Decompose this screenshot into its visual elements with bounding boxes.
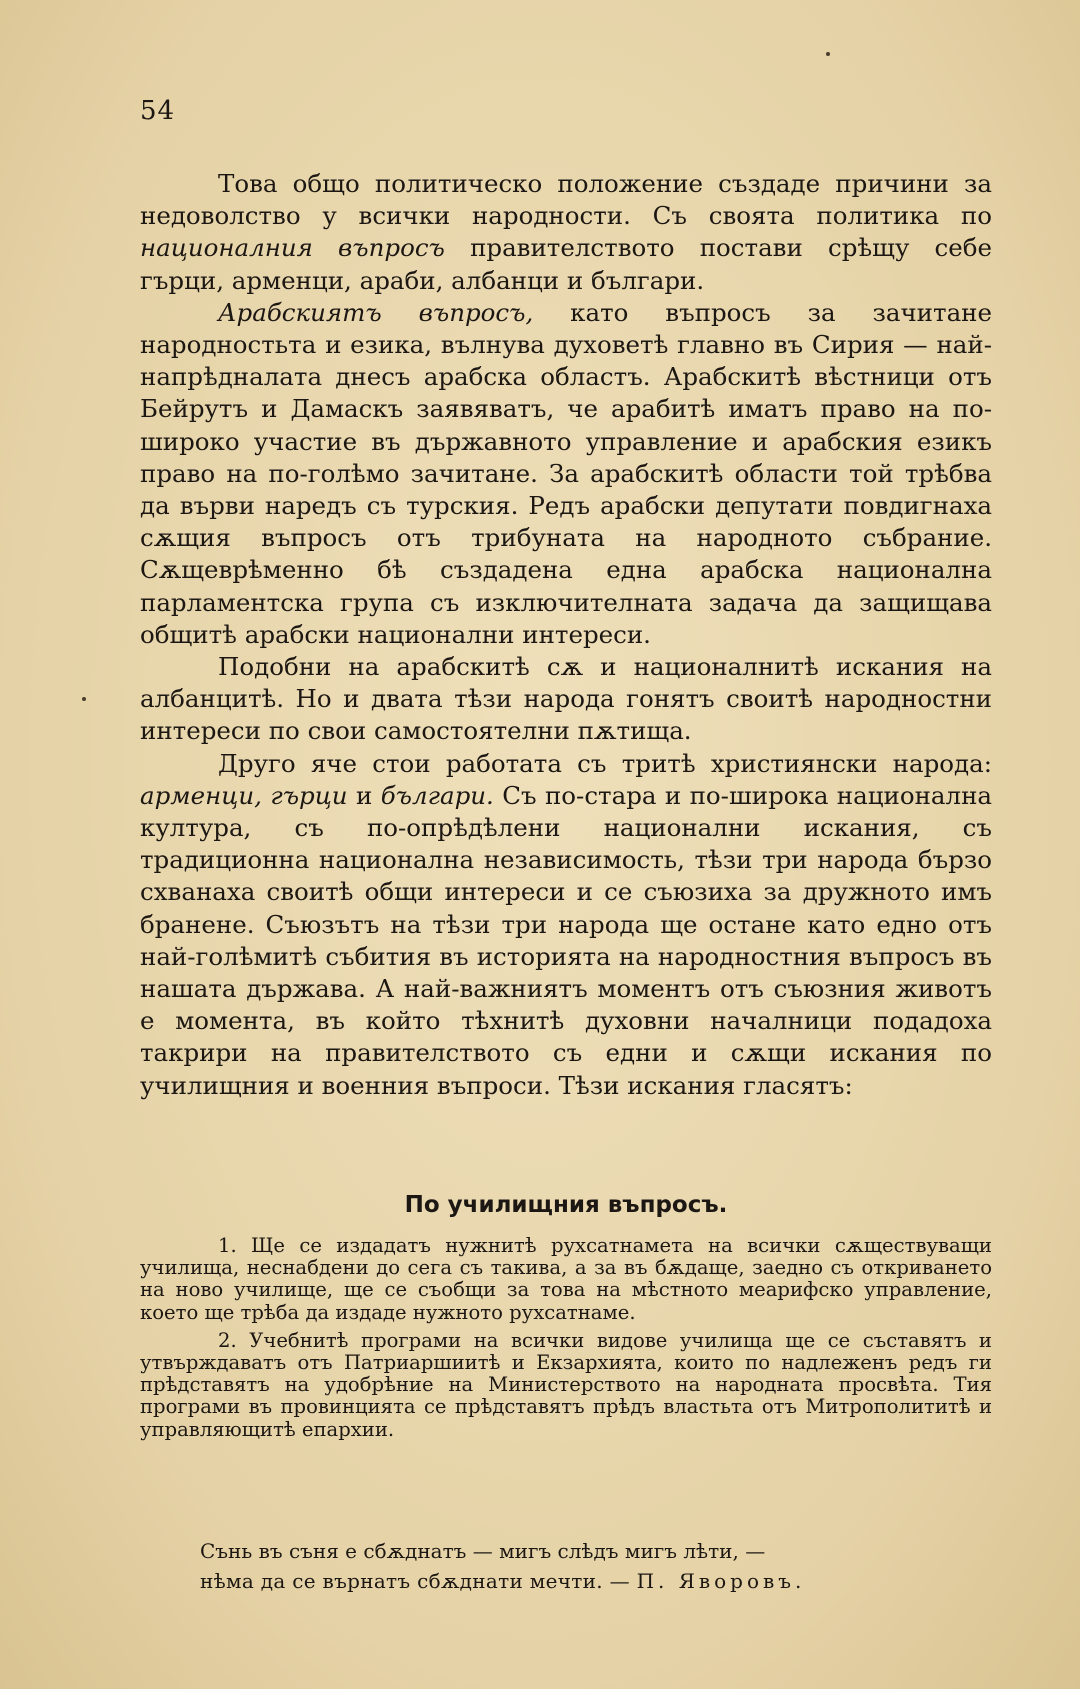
italic-lead: Арабскиятъ въпросъ, (218, 297, 534, 327)
paragraph-text: като въпросъ за зачитане народностьта и езика, вълнува духоветѣ главно въ Сирия — най-напрѣдналата днесъ арабска областъ. Арабскитѣ вѣстници отъ Бейрутъ и Дамаскъ заявяватъ, че арабитѣ иматъ право на по-широко участие въ държавното управление и арабския езикъ право на по-голѣмо зачитане. За арабскитѣ области той трѣбва да върви наредъ съ турския. Редъ арабски депутати повдигнаха сѫщия въпросъ отъ трибуната на народното събрание. Сѫщеврѣменно бѣ създадена една арабска национална парламентска група съ изключителната задача да защищава общитѣ арабски национални интереси. (140, 297, 992, 649)
paragraph-1 (140, 168, 992, 297)
italic-term: гърци (270, 780, 348, 810)
section-heading: По училищния въпросъ. (404, 1192, 728, 1218)
main-text (140, 168, 992, 1102)
paragraph-text: правителството постави срѣщу себе гърци, арменци, араби, албанци и българи. (140, 233, 992, 295)
paragraph-3 (140, 651, 992, 748)
italic-term: националния въпросъ (140, 233, 445, 263)
paragraph-2 (140, 297, 992, 651)
paragraph-text: Подобни на арабскитѣ сѫ и националнитѣ искания на албанцитѣ. Но и двата тѣзи народа гонятъ своитѣ народностни интереси по свои самостоятелни пѫтища. (140, 652, 992, 746)
epigraph-line-1: Сънь въ съня е сбѫднатъ — мигъ слѣдъ мигъ лѣти, — (200, 1539, 766, 1563)
epigraph-text: нѣма да се върнатъ сбѫднати мечти. — (200, 1569, 637, 1593)
epigraph (200, 1536, 900, 1596)
epigraph-author: П. Яворовъ. (636, 1569, 806, 1593)
paragraph-4 (140, 748, 992, 1102)
paragraph-text: Това общо политическо положение създаде причини за недоволство у всички народности. Съ своята политика по (140, 169, 992, 231)
list-item: 2. Учебнитѣ програми на всички видове училища ще се съставятъ и утвърждаватъ отъ Патриаршиитѣ и Екзархията, които по надлеженъ редъ ги прѣдставятъ на удобрѣние на Министерството на народната просвѣта. Тия програми въ провинцията се прѣдставятъ прѣдъ властьта отъ Митрополититѣ и управляющитѣ епархии. (140, 1328, 992, 1441)
list-item: 1. Ще се издадатъ нужнитѣ рухсатнамета на всички сѫществуващи училища, неснабдени до сега съ такива, а за въ бѫдаще, заедно съ откриването на ново училище, ще се съобщи за това на мѣстното меарифско управление, което ще трѣба да издаде нужното рухсатнаме. (140, 1234, 992, 1324)
epigraph-line-2 (200, 1566, 900, 1596)
italic-term: българи. (380, 780, 494, 810)
page-number: 54 (140, 96, 176, 126)
conjunction-text: и (347, 780, 381, 810)
paper-speck (82, 697, 86, 701)
requests-list (140, 1235, 992, 1447)
paper-speck (826, 52, 830, 56)
paragraph-text: Друго яче стои работата съ тритѣ християнски народа: (218, 748, 992, 778)
italic-term: арменци, (140, 780, 262, 810)
paragraph-text: Съ по-стара и по-широка национална култура, съ по-опрѣдѣлени национални искания, съ традиционна национална независимость, тѣзи три народа бързо схванаха своитѣ общи интереси и се съюзиха за дружното имъ бранене. Съюзътъ на тѣзи три народа ще остане като едно отъ най-голѣмитѣ събития въ историята на народностния въпросъ въ нашата държава. А най-важниятъ моментъ отъ съюзния животъ е момента, въ който тѣхнитѣ духовни началници подадоха такрири на правителството съ едни и сѫщи искания по училищния и военния въпроси. Тѣзи искания гласятъ: (140, 780, 993, 1100)
